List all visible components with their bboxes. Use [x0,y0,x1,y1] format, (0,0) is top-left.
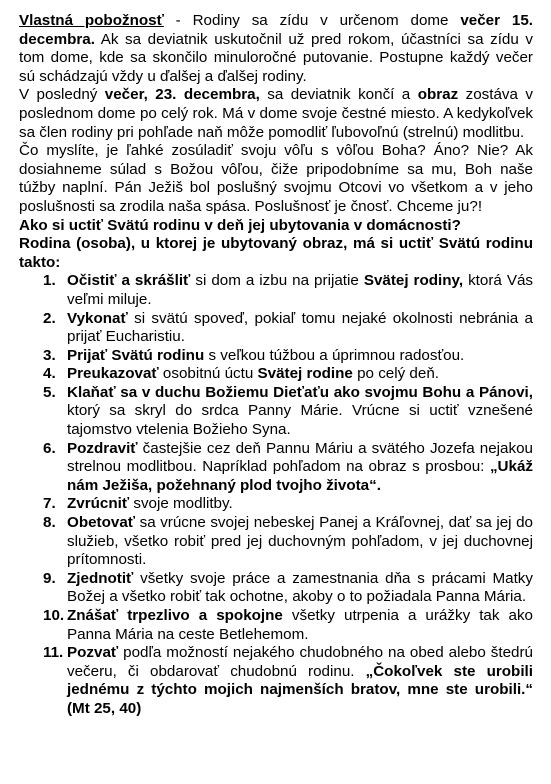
text-run: osobitnú úctu [158,365,258,383]
list-item [19,514,533,570]
text-run: si svätú spoveď, pokiaľ tomu nejaké okolnosti nebránia a prijať Eucharistiu. [67,309,533,346]
list-item [19,310,533,347]
bold-text: Vykonať [67,309,128,327]
text-run: podľa možností nejakého chudobného na obed alebo štedrú večeru, či obdarovať chudobnú rodinu. [67,644,533,680]
section-intro: Rodina (osoba), u ktorej je ubytovaný obraz, má si uctiť Svätú rodinu takto: [19,235,533,271]
text-run: sa vrúcne svojej nebeskej Panej a Kráľovnej, dať sa jej do služieb, všetko robiť pred jej duchovným pohľadom, v jej duchovnej prítomnosti. [67,514,533,569]
bold-text: Vlastná pobožnosť [19,12,164,29]
text-run: Ak sa deviatnik uskutočnil už pred rokom, účastníci sa zídu v tom dome, kde sa skončilo minuloročné putovanie. Postupne každý večer sú schádzajú vždy u ďalšej a ďalšej rodiny. [19,30,533,85]
list-item [19,495,533,514]
text-run: zostáva v poslednom dome po celý rok. Má v dome svoje čestné miesto. A kedykoľvek sa člen rodiny pri pohľade naň môže pomodliť ľubovoľnú (strelnú) modlitbu. [19,86,533,141]
list-item-text [67,644,533,717]
list-item-number: 9. [43,569,56,587]
text-run: sa deviatnik končí a [259,86,418,104]
paragraph-2 [19,86,533,142]
text-run: V posledný [19,86,105,104]
bold-text: Pozdraviť [67,439,138,457]
list-item-number: 8. [43,514,56,532]
list-item-text [67,607,533,643]
bold-text: Obetovať [67,514,136,532]
bold-text: „Ukáž nám Ježiša, požehnaný plod tvojho života“. [67,458,533,494]
paragraph-3 [19,142,533,216]
bold-text: Znášať trpezlivo a spokojne [67,607,283,624]
list-item-number: 3. [43,346,56,364]
text-run: svoje modlitby. [129,495,233,513]
list-item-number: 1. [43,272,56,290]
bold-text: Preukazovať [67,365,159,383]
list-item [19,384,533,440]
text-run: ktorý sa skryl do srdca Panny Márie. Vrúcne si uctiť vznešené tajomstvo vtelenia Božieho Syna. [67,402,533,439]
list-item-text [67,514,533,568]
bold-text: Klaňať sa v duchu Božiemu Dieťaťu ako svojmu Bohu a Pánovi, [67,383,533,401]
list-item [19,570,533,607]
bold-text: Pozvať [67,644,119,662]
bold-text: Zvrúcniť [67,495,130,513]
text-run: si dom a izbu na prijatie [190,272,364,290]
bold-text: obraz [417,86,459,104]
bold-text: Svätej rodiny, [363,272,464,290]
bold-text: večer 15. decembra. [19,12,533,48]
text-run: Čo myslíte, je ľahké zosúladiť svoju vôľu s vôľou Boha? Áno? Nie? Ak dosiahneme súlad s Božou vôľou, čiže pripodobníme sa mu, Boh naše túžby naplní. Pán Ježiš bol poslušný svojmu Otcovi vo všetkom a v jeho poslušnosti sa zrodila naša spása. Poslušnosť je čnosť. Chceme ju?! [19,142,533,215]
list-item [19,365,533,384]
text-run: častejšie cez deň Pannu Máriu a svätého Jozefa nejakou strelnou modlitbou. Napríklad pohľadom na obraz s prosbou: [67,439,533,476]
list-item-number: 5. [43,383,56,401]
bold-text: Očistiť a skrášliť [67,272,191,290]
list-item-text [67,440,533,494]
list-item-number: 10. [43,607,65,624]
text-run: všetky utrpenia a urážky tak ako Panna Mária na ceste Betlehemom. [67,607,534,643]
list-item [19,644,533,718]
list-item-text [67,365,439,382]
practices-list [19,272,533,718]
bold-text: Prijať Svätú rodinu [67,346,205,364]
list-item [19,607,533,644]
list-item-text [67,570,533,606]
list-item [19,440,533,496]
text-run: ktorá Vás veľmi miluje. [67,272,533,308]
list-item-text [67,310,533,346]
bold-text: Zjednotiť [67,569,134,587]
text-run: po celý deň. [352,365,439,383]
list-item-text [67,495,233,512]
list-item-number: 11. [43,644,64,662]
paragraph-1 [19,12,533,86]
bold-text: večer, 23. decembra, [104,86,260,104]
list-item-number: 6. [43,439,56,457]
body-paragraphs [19,12,533,217]
list-item [19,347,533,366]
list-item-text [67,347,464,364]
list-item-number: 2. [43,309,56,327]
list-item [19,272,533,309]
list-item-text [67,384,533,438]
text-run: všetky svoje práce a zamestnania dňa s prácami Matky Božej a všetko robiť tak ochotne, akoby o to požiadala Panna Mária. [67,569,533,606]
list-item-number: 4. [43,365,56,383]
text-run: - Rodiny sa zídu v určenom dome [163,12,461,29]
bold-text: „Čokoľvek ste urobili jednému z týchto mojich najmenších bratov, mne ste urobili.“ (Mt 25, 40) [67,662,533,717]
bold-text: Svätej rodine [257,365,353,383]
text-run: s veľkou túžbou a úprimnou radosťou. [204,346,465,364]
list-item-number: 7. [43,495,56,513]
section-question: Ako si uctiť Svätú rodinu v deň jej ubytovania v domácnosti? [19,216,461,234]
list-item-text [67,272,533,308]
